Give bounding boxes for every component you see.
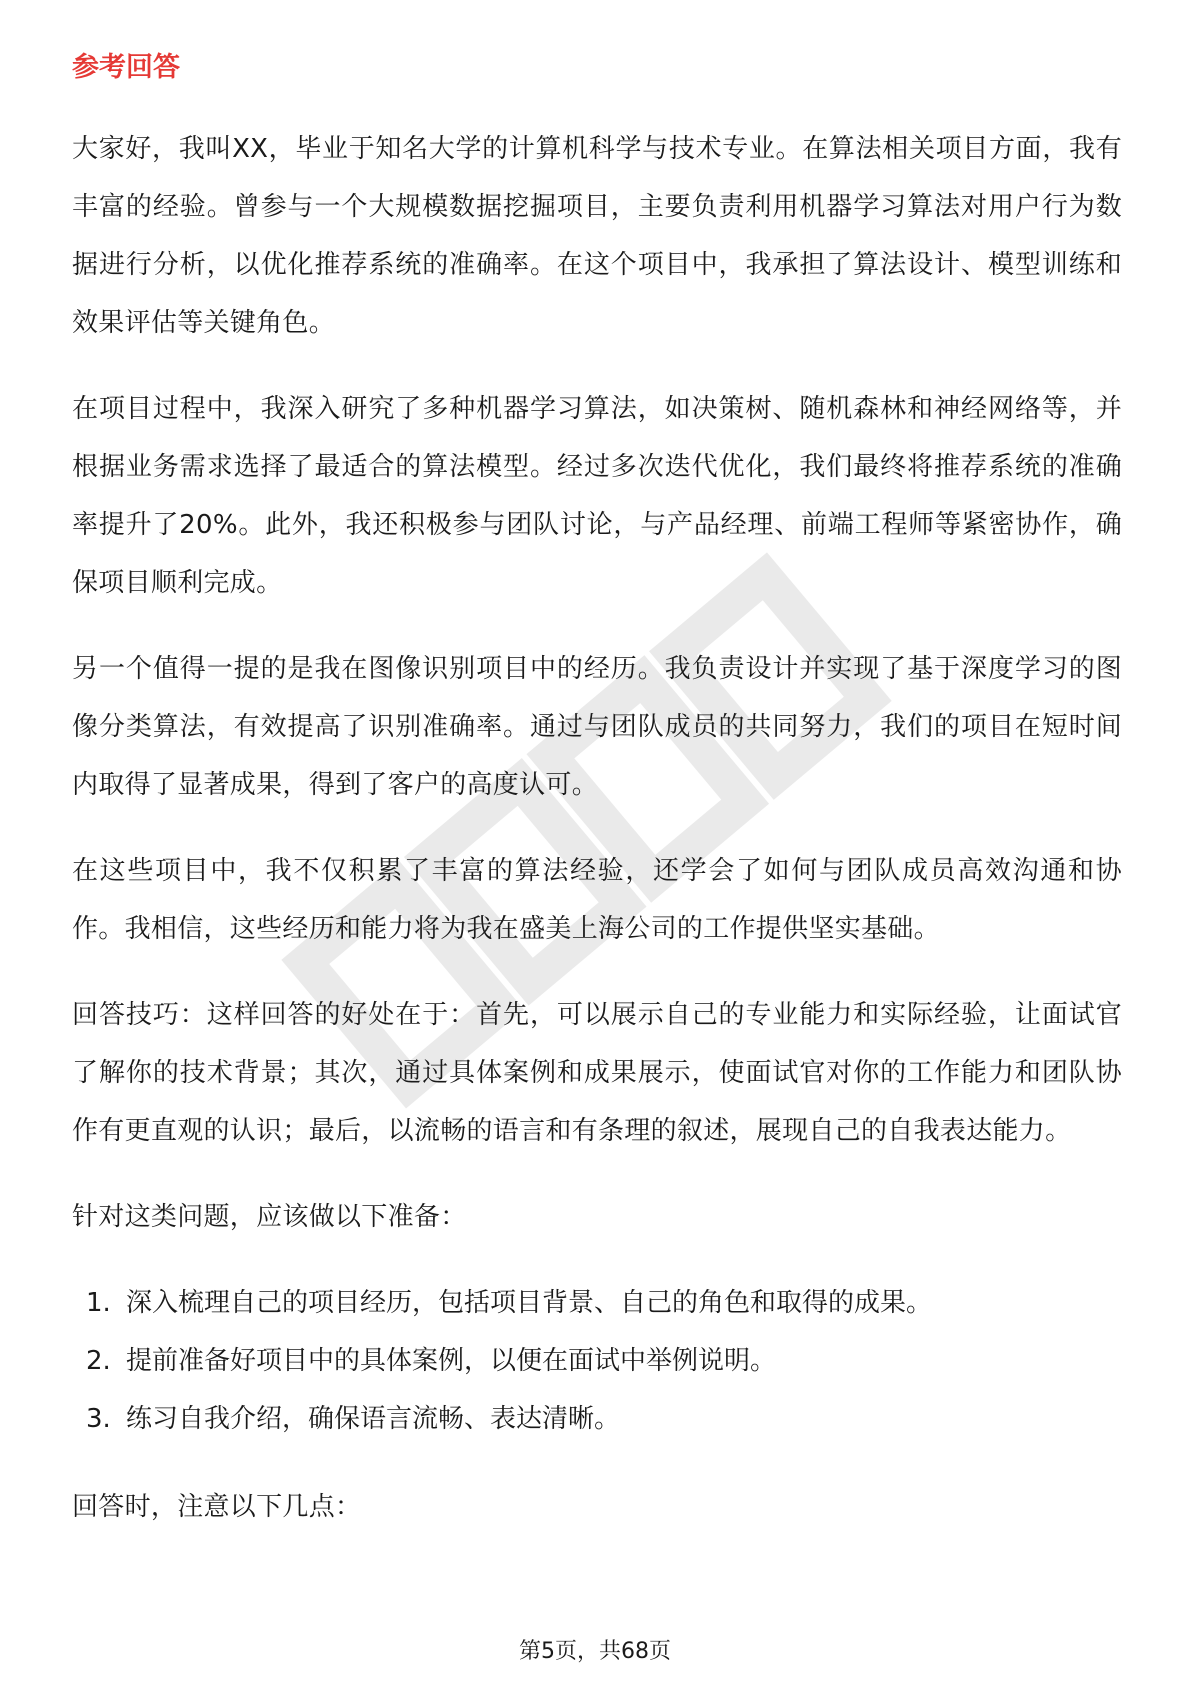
list-item-text: 深入梳理自己的项目经历，包括项目背景、自己的角色和取得的成果。 <box>126 1288 933 1318</box>
paragraph-answer-tips: 回答技巧：这样回答的好处在于：首先，可以展示自己的专业能力和实际经验，让面试官了解你的技术背景；其次，通过具体案例和成果展示，使面试官对你的工作能力和团队协作有更直观的认识；最后，以流畅的语言和有条理的叙述，展现自己的自我表达能力。 <box>72 1000 1122 1146</box>
paragraph-intro: 大家好，我叫XX，毕业于知名大学的计算机科学与技术专业。在算法相关项目方面，我有丰富的经验。曾参与一个大规模数据挖掘项目，主要负责利用机器学习算法对用户行为数据进行分析，以优化推荐系统的准确率。在这个项目中，我承担了算法设计、模型训练和效果评估等关键角色。 <box>72 134 1122 338</box>
paragraph-preparation-intro: 针对这类问题，应该做以下准备： <box>72 1202 467 1232</box>
paragraph-project-process: 在项目过程中，我深入研究了多种机器学习算法，如决策树、随机森林和神经网络等，并根据业务需求选择了最适合的算法模型。经过多次迭代优化，我们最终将推荐系统的准确率提升了20%。此外，我还积极参与团队讨论，与产品经理、前端工程师等紧密协作，确保项目顺利完成。 <box>72 394 1122 598</box>
paragraph-closing: 回答时，注意以下几点： <box>72 1492 362 1522</box>
list-item <box>72 1390 1122 1448</box>
list-item <box>72 1332 1122 1390</box>
list-item-number: 1. <box>86 1288 111 1318</box>
paragraph-image-recognition: 另一个值得一提的是我在图像识别项目中的经历。我负责设计并实现了基于深度学习的图像分类算法，有效提高了识别准确率。通过与团队成员的共同努力，我们的项目在短时间内取得了显著成果，得到了客户的高度认可。 <box>72 654 1122 800</box>
paragraph-summary: 在这些项目中，我不仅积累了丰富的算法经验，还学会了如何与团队成员高效沟通和协作。我相信，这些经历和能力将为我在盛美上海公司的工作提供坚实基础。 <box>72 856 1122 944</box>
list-item-number: 2. <box>86 1346 111 1376</box>
list-item-number: 3. <box>86 1404 111 1434</box>
list-item-text: 练习自我介绍，确保语言流畅、表达清晰。 <box>126 1404 621 1434</box>
page-number-footer: 第5页，共68页 <box>519 1639 671 1664</box>
document-content <box>72 50 1122 1564</box>
list-item <box>72 1274 1122 1332</box>
list-item-text: 提前准备好项目中的具体案例，以便在面试中举例说明。 <box>126 1346 777 1376</box>
preparation-list <box>72 1274 1122 1448</box>
section-heading: 参考回答 <box>72 52 180 83</box>
